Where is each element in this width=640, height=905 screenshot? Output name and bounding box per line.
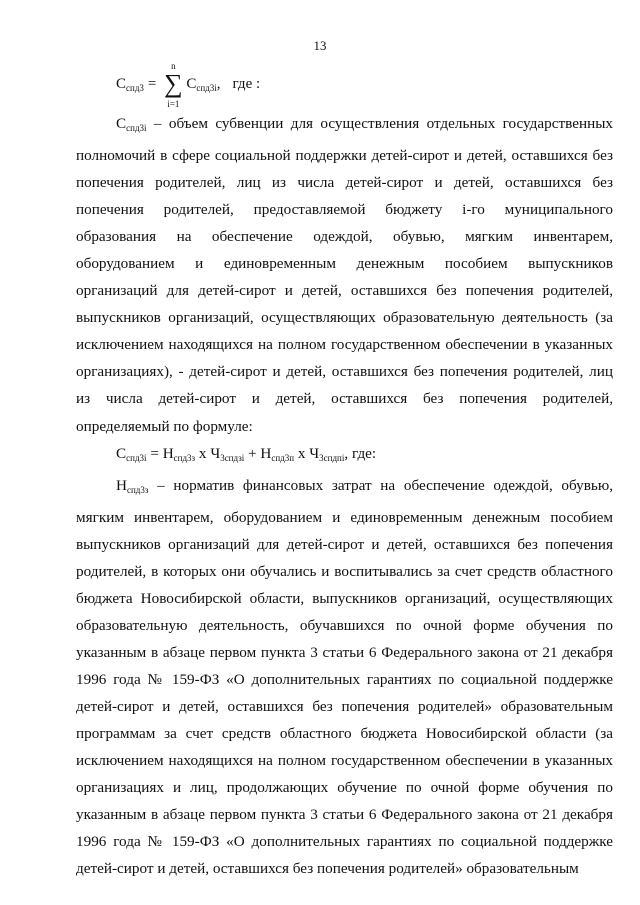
formula-term: $С_{спд3i}$ (186, 75, 217, 93)
document-body (76, 110, 613, 882)
page-number: 13 (313, 38, 327, 53)
sum-lower-limit: i=1 (167, 99, 180, 109)
equals-sign: = (147, 75, 157, 92)
formula-line: $С_{спд3i} = Н_{спд3з}$ х $Ч_{3спдзi} + Н_{спд3п}$ х $Ч_{3спдпi}$, где: (116, 444, 377, 463)
sum-formula (116, 61, 261, 109)
definition-paragraph-subvention (76, 110, 613, 440)
summation-sign: n ∑ i=1 (164, 61, 183, 109)
formula-comma: , (216, 75, 221, 92)
sum-upper-limit: n (171, 61, 176, 71)
formula-where: где : (232, 75, 261, 92)
definition-symbol: $С_{спд3i}$ (116, 115, 147, 133)
definition-text: – норматив финансовых затрат на обеспечение одеждой, обувью, мягким инвентарем, оборудованием и единовременным денежным пособием выпускников организаций для детей-сирот и детей, оставшихся без попечения родителей, в которых они обучались и воспитывались за счет средств областного бюджета Новосибирской области, выпускников организаций, осуществляющих образовательную деятельность, обучавшихся по очной форме обучения по указанным в абзаце первом пункта 3 статьи 6 Федерального закона от 21 декабря 1996 года № 159-ФЗ «О дополнительных гарантиях по социальной поддержке детей-сирот и детей, оставшихся без попечения родителей» образовательным программам за счет средств областного бюджета Новосибирской области (за исключением находящихся на полном государственном обеспечении в указанных организациях и лиц, продолжающих обучение по очной форме обучения по указанным в абзаце первом пункта 3 статьи 6 Федерального закона от 21 декабря 1996 года № 159-ФЗ «О дополнительных гарантиях по социальной поддержке детей-сирот и детей, оставшихся без попечения родителей» образовательным (76, 476, 613, 878)
definition-text: – объем субвенции для осуществления отдельных государственных полномочий в сфере социальной поддержки детей-сирот и детей, оставшихся без попечения родителей, лиц из числа детей-сирот и детей, оставшихся без попечения родителей, предоставляемой бюджету i-го муниципального образования на обеспечение одеждой, обувью, мягким инвентарем, оборудованием и единовременным денежным пособием выпускников организаций для детей-сирот и детей, оставшихся без попечения родителей, выпускников организаций, осуществляющих образовательную деятельность (за исключением находящихся на полном государственном обеспечении в указанных организациях), - детей-сирот и детей, оставшихся без попечения родителей, лиц из числа детей-сирот и детей, оставшихся без попечения родителей, определяемый по формуле: (76, 115, 613, 435)
definition-paragraph-norm (76, 472, 613, 883)
definition-symbol: $Н_{спд3з}$ (116, 476, 149, 495)
formula-lhs: $С_{спд3}$ (116, 75, 144, 93)
